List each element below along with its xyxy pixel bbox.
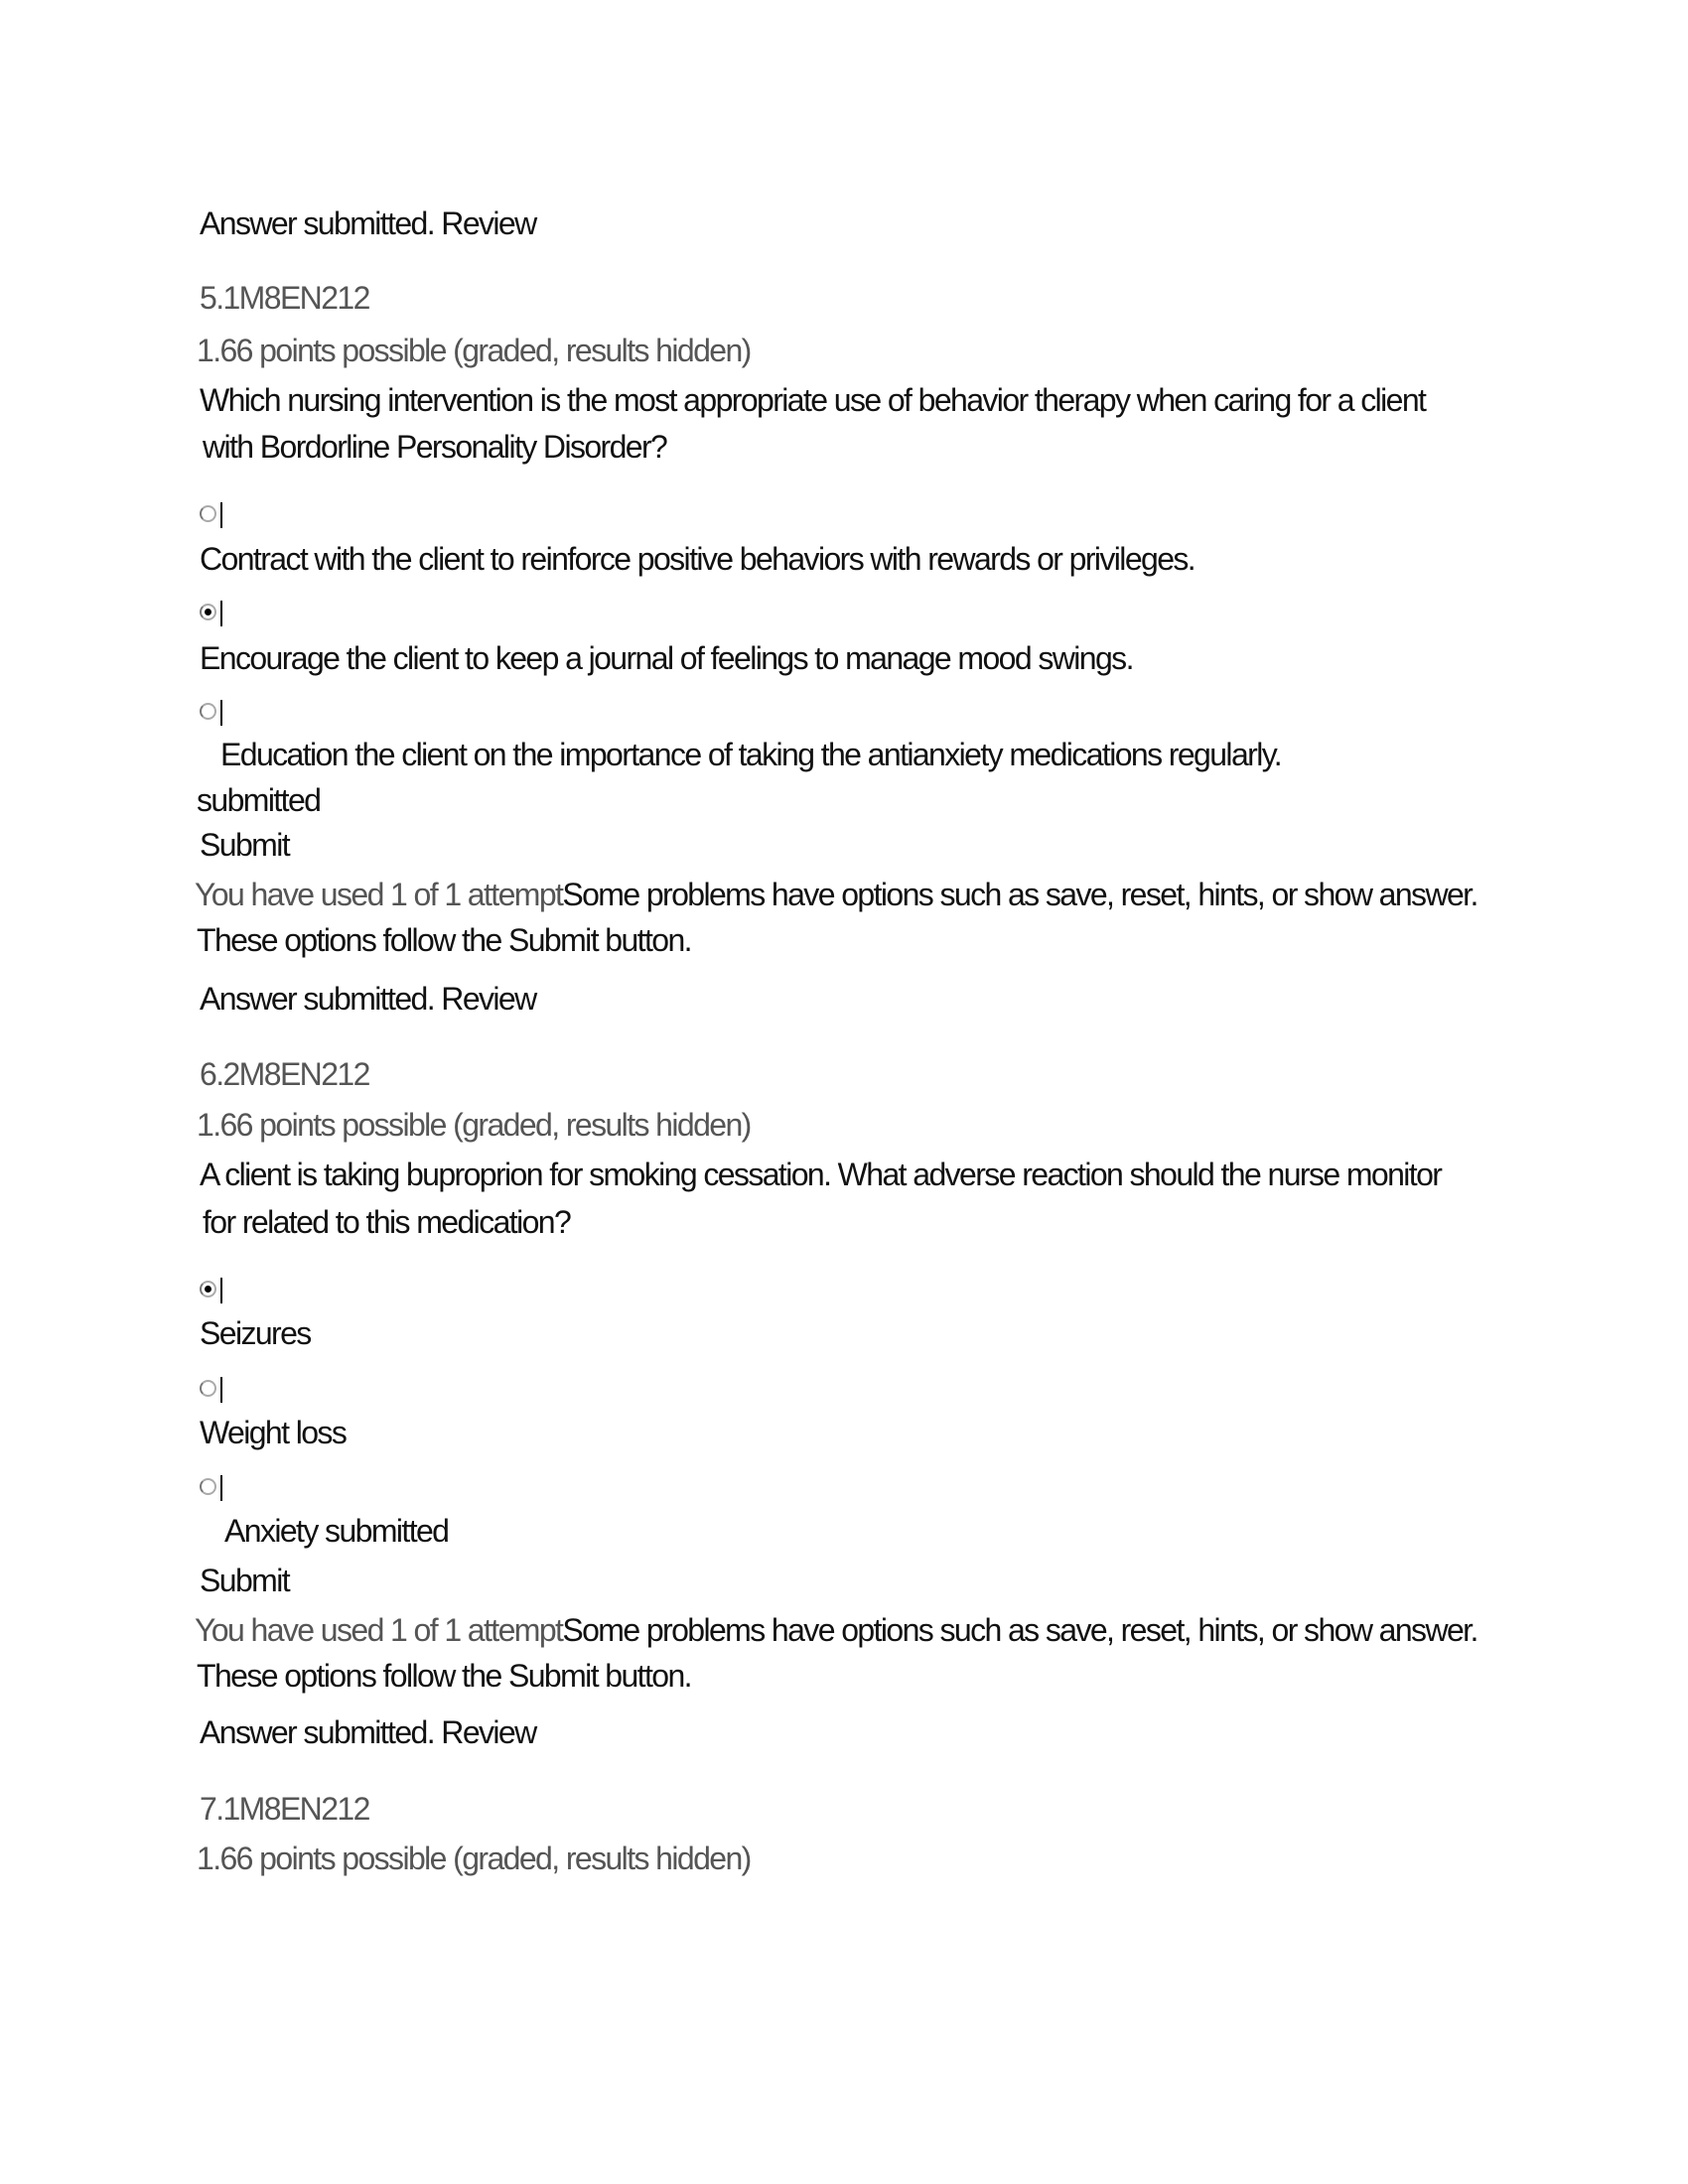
answer-status: Answer submitted. Review <box>200 1714 536 1750</box>
option-label-1[interactable]: Contract with the client to reinforce positive behaviors with rewards or privileges. <box>200 541 1196 577</box>
submit-button[interactable]: Submit <box>200 827 289 863</box>
points-possible: 1.66 points possible (graded, results hidden) <box>197 1107 751 1143</box>
radio-option-2[interactable] <box>200 1375 225 1405</box>
options-note: Some problems have options such as save, reset, hints, or show answer. <box>562 1612 1477 1648</box>
radio-option-1[interactable] <box>200 500 225 530</box>
radio-unselected-icon <box>200 703 216 720</box>
submit-button[interactable]: Submit <box>200 1563 289 1598</box>
problem-id: 6.2M8EN212 <box>200 1056 369 1092</box>
radio-unselected-icon <box>200 505 216 522</box>
points-possible: 1.66 points possible (graded, results hidden) <box>197 333 751 368</box>
radio-option-3[interactable] <box>200 698 225 728</box>
option-label-3[interactable]: Anxiety <box>224 1513 318 1549</box>
problem-id: 7.1M8EN212 <box>200 1791 369 1827</box>
points-possible: 1.66 points possible (graded, results hidden) <box>197 1841 751 1876</box>
question-text-line1: A client is taking buproprion for smoking cessation. What adverse reaction should the nurse monitor <box>200 1157 1442 1192</box>
question-text-line2: with Bordorline Personality Disorder? <box>203 429 667 465</box>
radio-option-2[interactable] <box>200 599 225 628</box>
option-label-2[interactable]: Weight loss <box>200 1415 347 1450</box>
options-note-line2: These options follow the Submit button. <box>197 922 691 958</box>
submitted-status: submitted <box>325 1513 449 1549</box>
option-label-3[interactable]: Education the client on the importance of taking the antianxiety medications regularly. <box>220 737 1282 772</box>
option-label-1[interactable]: Seizures <box>200 1315 311 1351</box>
option-label-2[interactable]: Encourage the client to keep a journal of feelings to manage mood swings. <box>200 640 1133 676</box>
question-text-line1: Which nursing intervention is the most appropriate use of behavior therapy when caring for a client <box>200 382 1426 418</box>
radio-selected-icon <box>200 604 216 620</box>
answer-status: Answer submitted. Review <box>200 205 536 241</box>
options-note: Some problems have options such as save, reset, hints, or show answer. <box>562 877 1477 912</box>
answer-status: Answer submitted. Review <box>200 981 536 1017</box>
options-note-line2: These options follow the Submit button. <box>197 1658 691 1694</box>
radio-unselected-icon <box>200 1380 216 1397</box>
radio-selected-icon <box>200 1281 216 1297</box>
radio-option-1[interactable] <box>200 1276 225 1305</box>
submitted-status: submitted <box>197 782 321 818</box>
attempts-text: You have used 1 of 1 attempt <box>195 1612 563 1648</box>
radio-option-3[interactable] <box>200 1473 225 1503</box>
attempts-text: You have used 1 of 1 attempt <box>195 877 563 912</box>
question-text-line2: for related to this medication? <box>203 1204 571 1240</box>
radio-unselected-icon <box>200 1478 216 1495</box>
problem-id: 5.1M8EN212 <box>200 280 369 316</box>
